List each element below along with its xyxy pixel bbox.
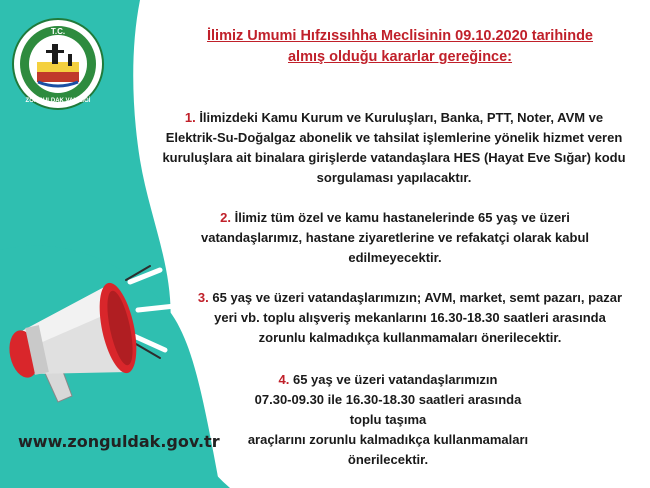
item-line: Elektrik-Su-Doğalgaz abonelik ve tahsilat işlemlerine yönelik hizmet veren — [165, 130, 623, 145]
item-line: kuruluşlara ait binalara girişlerde vatandaşlara HES (Hayat Eve Sığar) kodu — [162, 150, 626, 165]
zonguldak-logo — [12, 18, 104, 110]
decision-item-1 — [138, 108, 650, 188]
item-number: 3. — [197, 290, 209, 305]
item-line: 65 yaş ve üzeri vatandaşlarımızın — [292, 372, 498, 387]
item-line: sorgulaması yapılacaktır. — [316, 170, 472, 185]
megaphone-icon — [0, 262, 200, 422]
decision-item-2 — [160, 208, 630, 268]
title-line-2: almış olduğu kararlar gereğince: — [287, 49, 513, 65]
item-line: vatandaşlarımız, hastane ziyaretlerine ve refakatçi olarak kabul — [200, 230, 590, 245]
item-line: araçlarını zorunlu kalmadıkça kullanmamaları — [247, 432, 529, 447]
item-number: 4. — [278, 372, 290, 387]
svg-text:T.C.: T.C. — [50, 27, 66, 36]
item-number: 1. — [184, 110, 196, 125]
decision-item-4 — [238, 370, 538, 470]
item-line: zorunlu kalmadıkça kullanmamaları önerilecektir. — [258, 330, 562, 345]
item-number: 2. — [220, 210, 231, 225]
item-line: İlimiz tüm özel ve kamu hastanelerinde 65 yaş ve üzeri — [234, 210, 570, 225]
decision-item-3 — [170, 288, 650, 348]
item-line: İlimizdeki Kamu Kurum ve Kuruluşları, Banka, PTT, Noter, AVM ve — [199, 110, 604, 125]
title-line-1: İlimiz Umumi Hıfzıssıhha Meclisinin 09.10.2020 tarihinde — [207, 28, 593, 44]
website-url[interactable]: www.zonguldak.gov.tr — [18, 432, 220, 451]
item-line: yeri vb. toplu alışveriş mekanlarını 16.30-18.30 saatleri arasında — [214, 310, 606, 325]
svg-text:ZONGULDAK VALİLİĞİ: ZONGULDAK VALİLİĞİ — [25, 98, 91, 104]
item-line: 07.30-09.30 ile 16.30-18.30 saatleri arasında toplu taşıma — [254, 392, 522, 427]
item-line: önerilecektir. — [347, 452, 429, 467]
item-line: edilmeyecektir. — [348, 250, 442, 265]
item-line: 65 yaş ve üzeri vatandaşlarımızın; AVM, market, semt pazarı, pazar — [212, 290, 623, 305]
page-title — [150, 26, 650, 68]
